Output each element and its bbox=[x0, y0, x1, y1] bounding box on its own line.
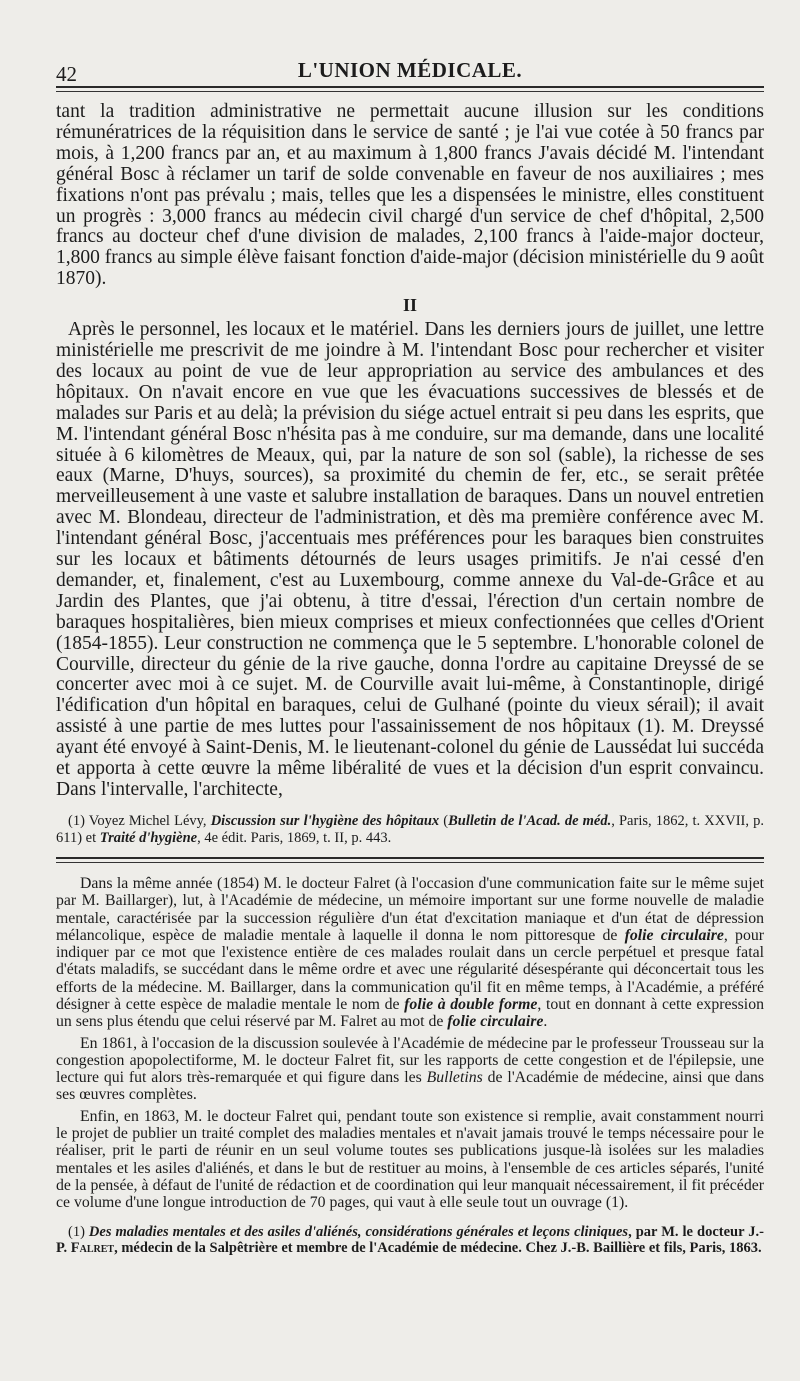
text-run: , tout en donnant à cette expression un sens plus étendu que celui réservé par M. Falret au mot de bbox=[56, 995, 764, 1031]
paragraph: Après le personnel, les locaux et le matériel. Dans les derniers jours de juillet, une lettre ministérielle me prescrivit de me joindre à M. l'intendant Bosc pour rechercher et visiter des locaux au point de vue de leur appropriation au service des ambulances et des hôpitaux. On n'avait encore en vue que les évacuations successives de blessés et de malades sur Paris et au delà; la prévision du siége actuel entrait si peu dans les esprits, que M. l'intendant général Bosc n'hésita pas à me conduire, sur ma demande, dans une localité située à 6 kilomètres de Meaux, qui, par la nature de son sol (sable), la richesse de ses eaux (Marne, D'huys, sources), sa proximité du chemin de fer, etc., se serait prêtée merveilleusement à une vaste et salubre installation de baraques. Dans un nouvel entretien avec M. Blondeau, directeur de l'administration, et dès ma première conférence avec M. l'intendant général Bosc, j'accentuais mes préférences pour les baraques bien construites sur les locaux et bâtiments détournés de leurs usages primitifs. Je n'ai cessé d'en demander, et, finalement, c'est au Luxembourg, comme annexe du Val-de-Grâce et au Jardin des Plantes, que j'ai obtenu, à titre d'essai, l'érection d'un certain nombre de baraques hospitalières, bien mieux comprises et mieux confectionnées que celles d'Orient (1854-1855). Leur construction ne commença que le 5 septembre. L'honorable colonel de Courville, directeur du génie de la rive gauche, donna l'ordre au capitaine Dreyssé de se concerter avec moi à ce sujet. M. de Courville avait lui-même, à Constantinople, dirigé l'édification d'un hôpital en baraques, celui de Gulhané (pointe du vieux sérail); il avait assisté à une partie de mes luttes pour l'assainissement de nos hôpitaux (1). M. Dreyssé ayant été envoyé à Saint-Denis, M. le lieutenant-colonel du génie de Laussédat lui succéda et apporta à cette œuvre la même libéralité de vues et la décision d'un esprit convaincu. Dans l'intervalle, l'architecte, bbox=[56, 319, 764, 800]
emphasis: folie à double forme bbox=[404, 995, 538, 1013]
feuilleton-separator bbox=[56, 857, 764, 859]
footnote-author: Falret bbox=[70, 1239, 115, 1256]
footnote bbox=[56, 1224, 764, 1256]
footnote-text: , médecin de la Salpêtrière et membre de l'Académie de médecine. Chez J.-B. Baillière et fils, Paris, 1863. bbox=[114, 1239, 762, 1256]
text-run: de l'Académie de médecine, ainsi que dans ses œuvres complètes. bbox=[56, 1069, 764, 1104]
footnote bbox=[56, 813, 764, 847]
feuilleton-text bbox=[56, 875, 764, 1212]
footnote-text: , Paris, 1862, t. XXVII, p. 611) et bbox=[56, 812, 764, 846]
emphasis: folie circulaire bbox=[624, 926, 724, 944]
header-rule bbox=[56, 91, 764, 92]
footnote-title: Des maladies mentales et des asiles d'aliénés, considérations générales et leçons cliniques bbox=[88, 1223, 629, 1240]
footnote-text: (1) bbox=[68, 1223, 89, 1240]
paragraph: Enfin, en 1863, M. le docteur Falret qui, pendant toute son existence si remplie, avait constamment nourri le projet de publier un traité complet des maladies mentales et n'avait jamais trouvé le temps nécessaire pour le réaliser, prit le parti de réunir en un seul volume toutes ses publications jusque-là isolées sur les maladies mentales et les asiles d'aliénés, et dans le but de restituer au moins, à l'ensemble de ces articles séparés, l'unité de la pensée, à défaut de l'unité de rédaction et de coordination qui leur manquait nécessairement, il fit précéder ce volume d'une longue introduction de 70 pages, qui vaut à elle seule tout un ouvrage (1). bbox=[56, 1107, 764, 1212]
text-run: . bbox=[543, 1013, 548, 1031]
text-run: En 1861, à l'occasion de la discussion soulevée à l'Académie de médecine par le professeur Trousseau sur la congestion apopolectiforme, M. le docteur Falret fit, sur les rapports de cette congestion et de l'épilepsie, une lecture qui fut alors très-remarquée et qui figure dans les bbox=[56, 1034, 764, 1087]
page-header bbox=[56, 48, 764, 88]
footnote-text: , par M. le docteur J.-P. bbox=[56, 1223, 764, 1256]
emphasis: folie circulaire bbox=[447, 1013, 544, 1031]
footnote-text: (1) Voyez Michel Lévy, bbox=[68, 812, 211, 829]
section-number: II bbox=[402, 295, 417, 316]
page-number: 42 bbox=[56, 62, 77, 86]
emphasis: Bulletins bbox=[426, 1069, 483, 1087]
footnote-text: , 4e édit. Paris, 1869, t. II, p. 443. bbox=[197, 829, 392, 846]
running-title: L'UNION MÉDICALE. bbox=[297, 58, 523, 82]
paragraph bbox=[56, 875, 764, 1031]
footnote-title: Traité d'hygiène bbox=[99, 829, 198, 846]
main-text bbox=[56, 102, 764, 801]
paragraph bbox=[56, 1035, 764, 1104]
text-run: , pour indiquer par ce mot que l'existence entière de ces malades roulait dans un cercle perpétuel et presque fatal d'états maladifs, se succédant dans le même ordre et avec une régularité désespérante qui déconcertait tous les efforts de la médecine. M. Baillarger, dans la communication qu'il fit en même temps, à l'Académie, a préféré désigner à cette espèce de maladie mentale le nom de bbox=[56, 926, 765, 1013]
feuilleton-separator-thin bbox=[56, 862, 764, 863]
footnote-title: Discussion sur l'hygiène des hôpitaux bbox=[210, 812, 440, 829]
footnote-text: ( bbox=[439, 812, 449, 829]
paragraph: tant la tradition administrative ne permettait aucune illusion sur les conditions rémunératrices de la réquisition dans le service de santé ; je l'ai vue cotée à 50 francs par mois, à 1,200 francs par an, et au maximum à 1,800 francs J'avais décidé M. l'intendant général Bosc à réclamer un tarif de solde convenable en faveur de nos auxiliaires ; mes fixations n'ont pas prévalu ; mais, telles que les a dispensées le ministre, elles constituent un progrès : 3,000 francs au médecin civil chargé d'un service de chef d'hôpital, 2,500 francs au docteur chef d'une division de malades, 2,100 francs à l'aide-major docteur, 1,800 francs au simple élève faisant fonction d'aide-major (décision ministérielle du 9 août 1870). bbox=[56, 101, 764, 290]
text-run: Dans la même année (1854) M. le docteur Falret (à l'occasion d'une communication faite sur le même sujet par M. Baillarger), lut, à l'Académie de médecine, un mémoire important sur une forme nouvelle de maladie mentale, caractérisée par la succession régulière d'un état d'excitation maniaque et d'un état de dépression mélancolique, espèce de maladie mentale à laquelle il donna le nom pittoresque de bbox=[56, 874, 764, 944]
footnote-journal: Bulletin de l'Acad. de méd. bbox=[448, 812, 612, 829]
